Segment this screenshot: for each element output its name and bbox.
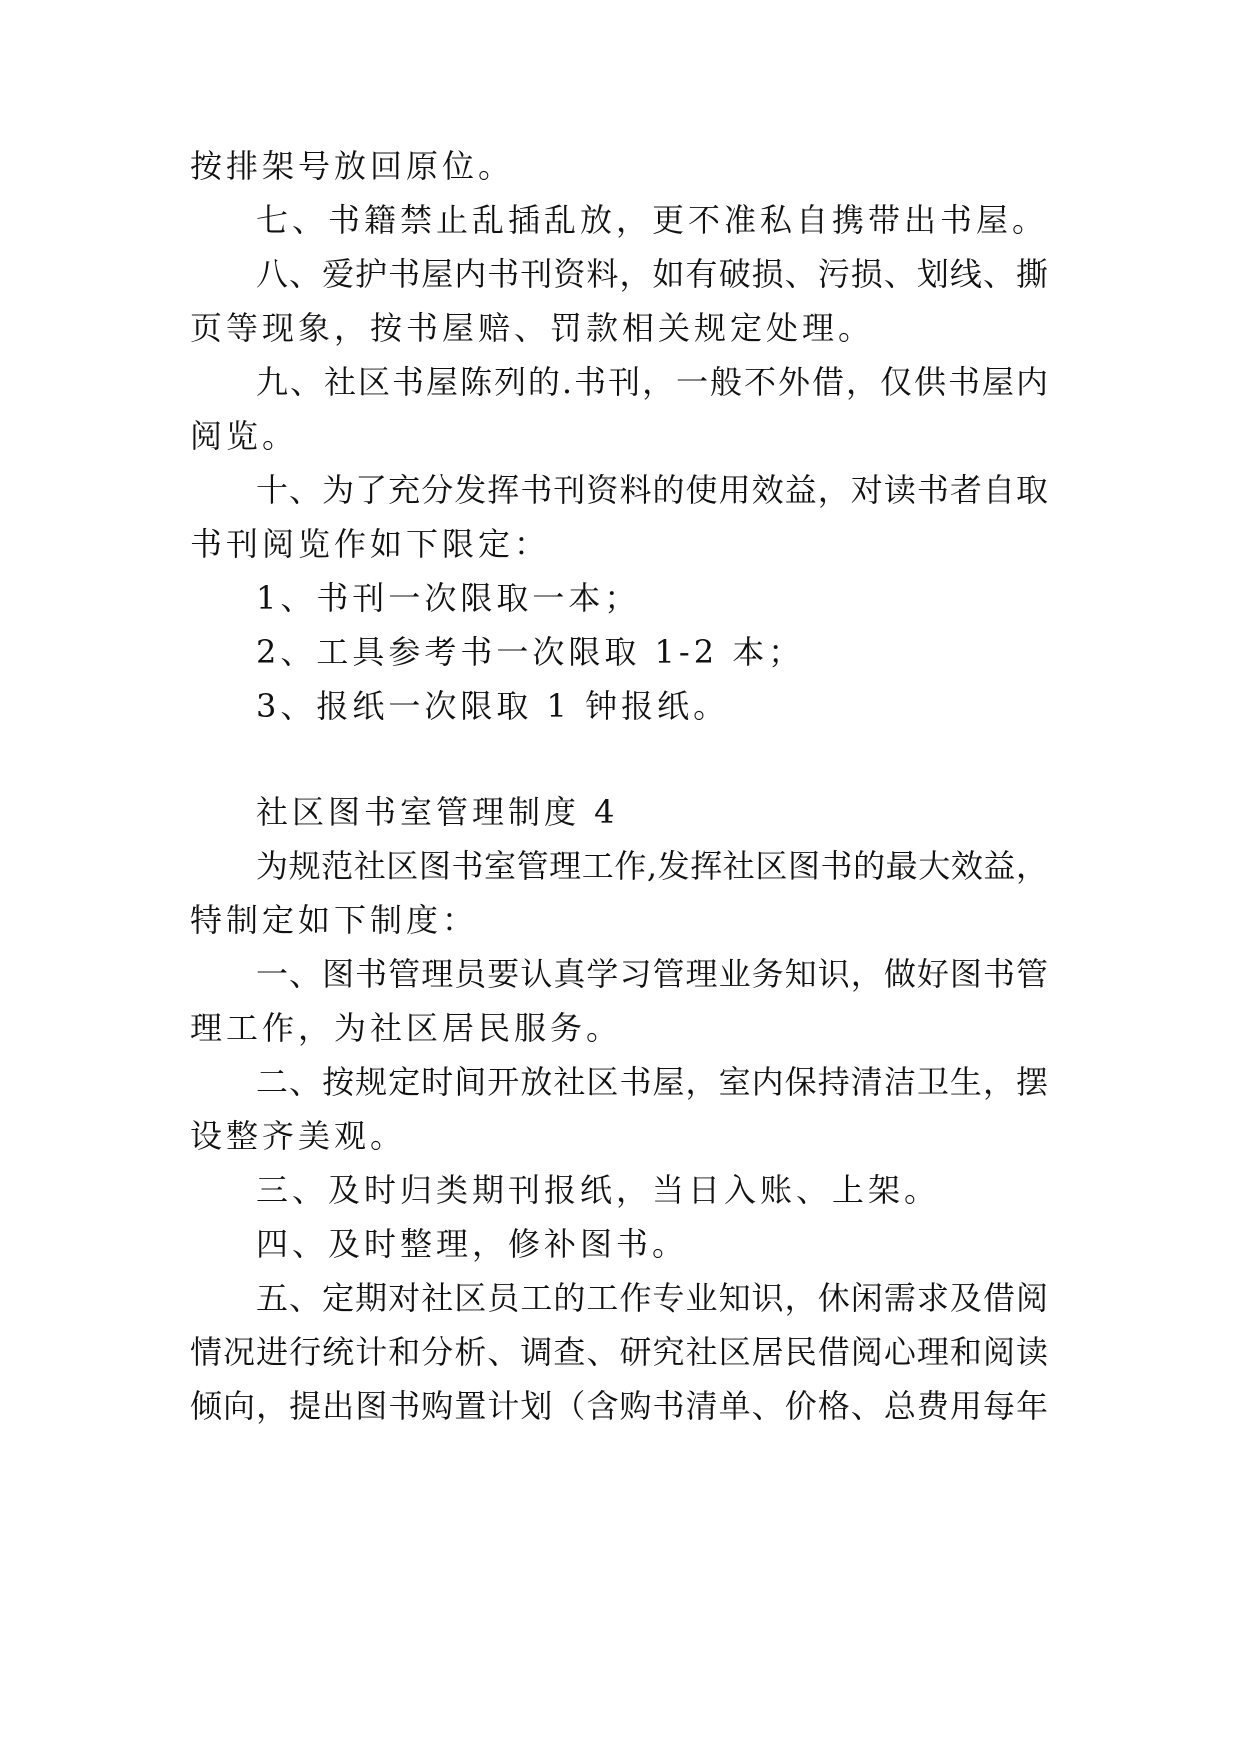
text-line: 七、书籍禁止乱插乱放，更不准私自携带出书屋。 <box>256 201 1049 239</box>
text-line: 按排架号放回原位。 <box>190 147 515 185</box>
section-title: 社区图书室管理制度 4 <box>256 793 619 831</box>
text-line: 八、爱护书屋内书刊资料，如有破损、污损、划线、撕 <box>256 255 1048 293</box>
text-line: 1、书刊一次限取一本； <box>256 579 641 617</box>
text-line: 书刊阅览作如下限定： <box>190 525 551 563</box>
text-line: 阅览。 <box>190 417 299 455</box>
text-line: 2、工具参考书一次限取 1-2 本； <box>256 633 805 671</box>
text-line: 倾向，提出图书购置计划（含购书清单、价格、总费用每年 <box>190 1387 1048 1425</box>
text-line: 情况进行统计和分析、调查、研究社区居民借阅心理和阅读 <box>190 1333 1048 1371</box>
text-line: 二、按规定时间开放社区书屋，室内保持清洁卫生，摆 <box>256 1063 1048 1101</box>
text-line: 页等现象，按书屋赔、罚款相关规定处理。 <box>190 309 875 347</box>
text-line: 十、为了充分发挥书刊资料的使用效益，对读书者自取 <box>256 471 1048 509</box>
text-line: 为规范社区图书室管理工作,发挥社区图书的最大效益， <box>256 847 1048 885</box>
text-line: 特制定如下制度： <box>190 901 479 939</box>
text-line: 设整齐美观。 <box>190 1117 407 1155</box>
text-line: 四、及时整理，修补图书。 <box>256 1225 689 1263</box>
text-line: 三、及时归类期刊报纸，当日入账、上架。 <box>256 1171 941 1209</box>
text-line: 五、定期对社区员工的工作专业知识，休闲需求及借阅 <box>256 1279 1048 1317</box>
text-line: 3、报纸一次限取 1 钟报纸。 <box>256 687 730 725</box>
text-line: 理工作，为社区居民服务。 <box>190 1009 623 1047</box>
text-line: 九、社区书屋陈列的.书刊，一般不外借，仅供书屋内 <box>256 363 1048 401</box>
text-line: 一、图书管理员要认真学习管理业务知识，做好图书管 <box>256 955 1048 993</box>
